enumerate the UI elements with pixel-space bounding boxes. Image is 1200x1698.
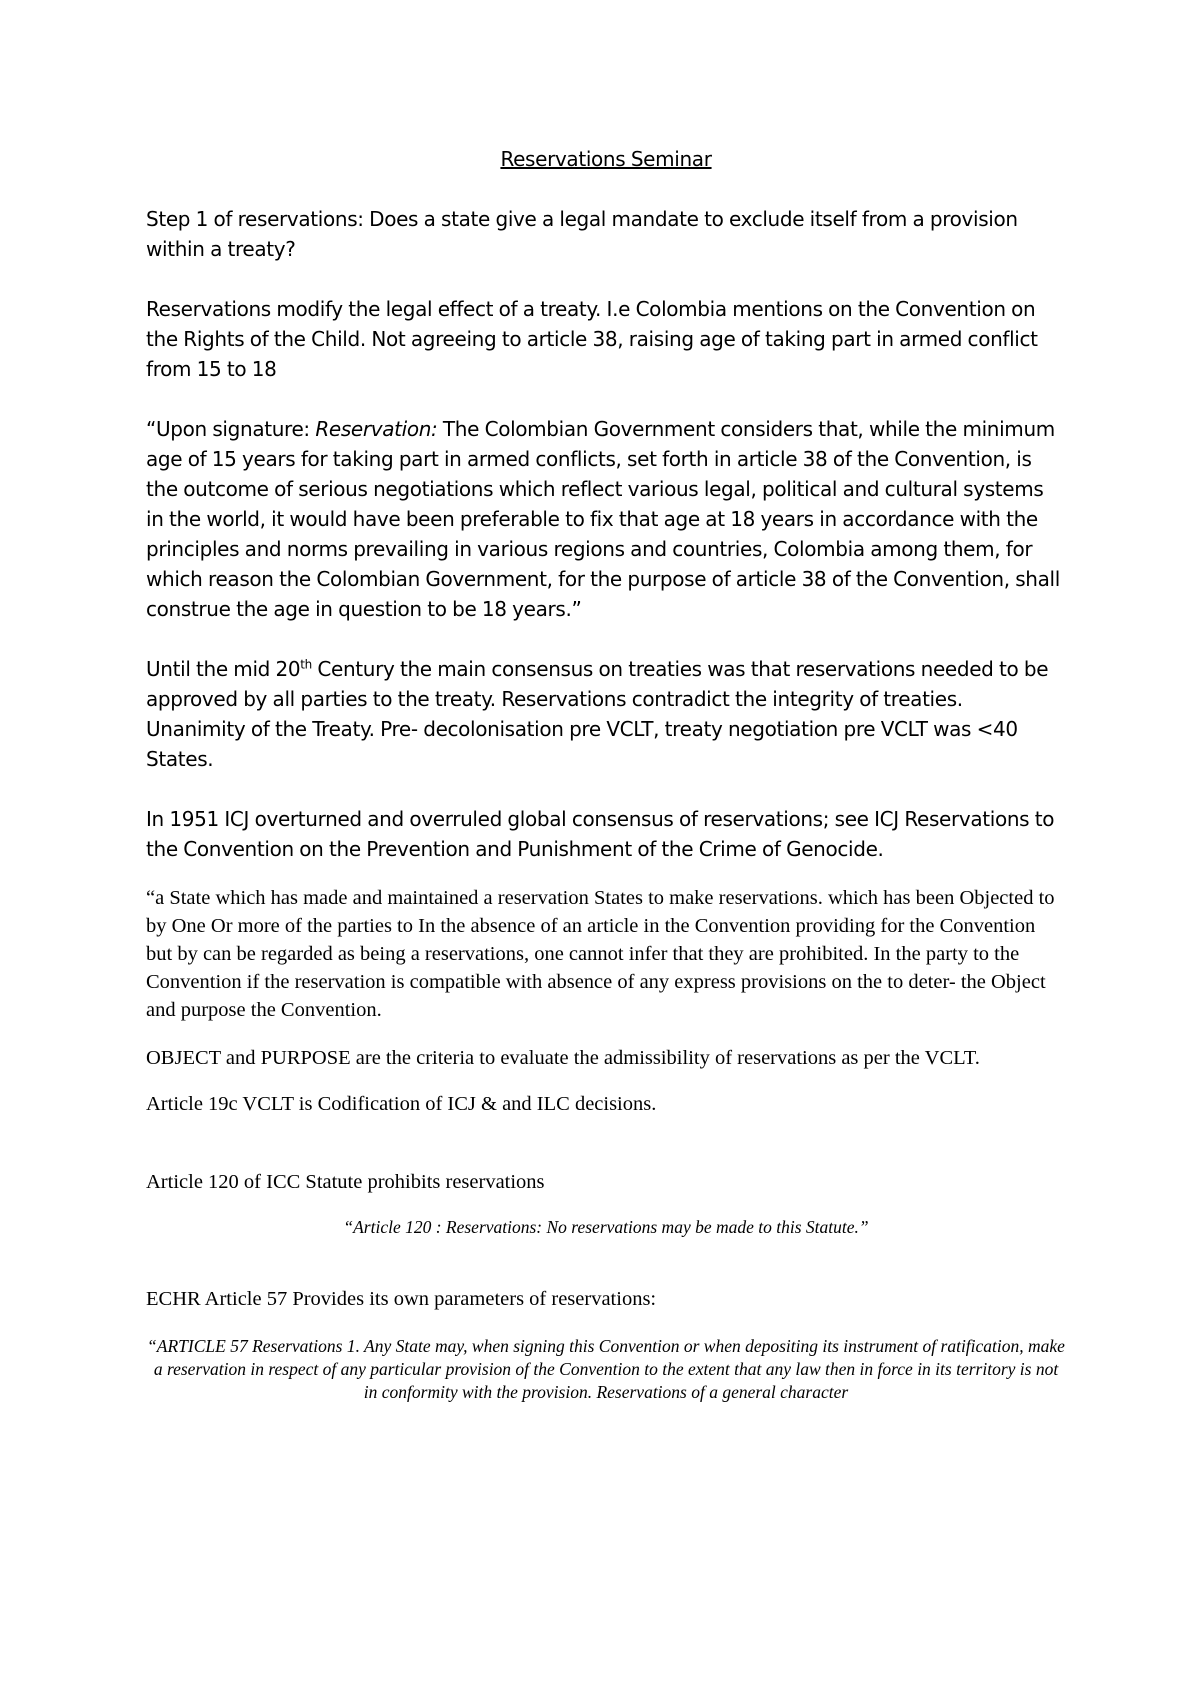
object-purpose-paragraph: OBJECT and PURPOSE are the criteria to evaluate the admissibility of reservations as per the VCLT. bbox=[146, 1047, 980, 1069]
article-120-quote: “Article 120 : Reservations: No reservations may be made to this Statute.” bbox=[343, 1217, 869, 1237]
colombia-reservation-quote bbox=[146, 414, 1066, 624]
quote-body: The Colombian Government considers that, while the minimum age of 15 years for taking part in armed conflicts, set forth in article 38 of the Convention, is the outcome of serious negotiations which reflect various legal, political and cultural systems in the world, it would have been preferable to fix that age at 18 years in accordance with the principles and norms prevailing in various regions and countries, Colombia among them, for which reason the Colombian Government, for the purpose of article 38 of the Convention, shall construe the age in question to be 18 years.” bbox=[146, 417, 1060, 621]
reservations-modify-paragraph: Reservations modify the legal effect of a treaty. I.e Colombia mentions on the Convention on the Rights of the Child. Not agreeing to article 38, raising age of taking part in armed conflict from 15 to 18 bbox=[146, 297, 1038, 381]
century-superscript: th bbox=[300, 657, 312, 672]
echr-article-57-quote: “ARTICLE 57 Reservations 1. Any State may, when signing this Convention or when depositing its instrument of ratification, make a reservation in respect of any particular provision of the Convention to the extent that any law then in force in its territory is not in conformity with the provision. Reservations of a general character bbox=[147, 1336, 1065, 1402]
echr-article-57-paragraph: ECHR Article 57 Provides its own parameters of reservations: bbox=[146, 1288, 657, 1310]
quote-italic-label: Reservation: bbox=[315, 417, 438, 441]
icj-quote-paragraph: “a State which has made and maintained a reservation States to make reservations. which has been Objected to by One Or more of the parties to In the absence of an article in the Convention providing for the Convention but by can be regarded as being a reservations, one cannot infer that they are prohibited. In the party to the Convention if the reservation is compatible with absence of any express provisions on the to deter- the Object and purpose the Convention. bbox=[146, 887, 1055, 1021]
consensus-body: Century the main consensus on treaties was that reservations needed to be approved by all parties to the treaty. Reservations contradict the integrity of treaties. Unanimity of the Treaty. Pre- decolonisation pre VCLT, treaty negotiation pre VCLT was <40 States. bbox=[146, 657, 1049, 771]
document-title: Reservations Seminar bbox=[500, 147, 712, 171]
quote-lead: “Upon signature: bbox=[146, 417, 316, 441]
article-120-paragraph: Article 120 of ICC Statute prohibits reservations bbox=[146, 1171, 545, 1193]
step-1-paragraph: Step 1 of reservations: Does a state give a legal mandate to exclude itself from a provision within a treaty? bbox=[146, 207, 1018, 261]
consensus-lead: Until the mid 20 bbox=[146, 657, 301, 681]
icj-1951-paragraph: In 1951 ICJ overturned and overruled global consensus of reservations; see ICJ Reservations to the Convention on the Prevention and Punishment of the Crime of Genocide. bbox=[146, 807, 1055, 861]
consensus-paragraph bbox=[146, 654, 1066, 774]
document-body bbox=[146, 144, 1066, 1404]
article-19c-paragraph: Article 19c VCLT is Codification of ICJ & and ILC decisions. bbox=[146, 1093, 657, 1115]
